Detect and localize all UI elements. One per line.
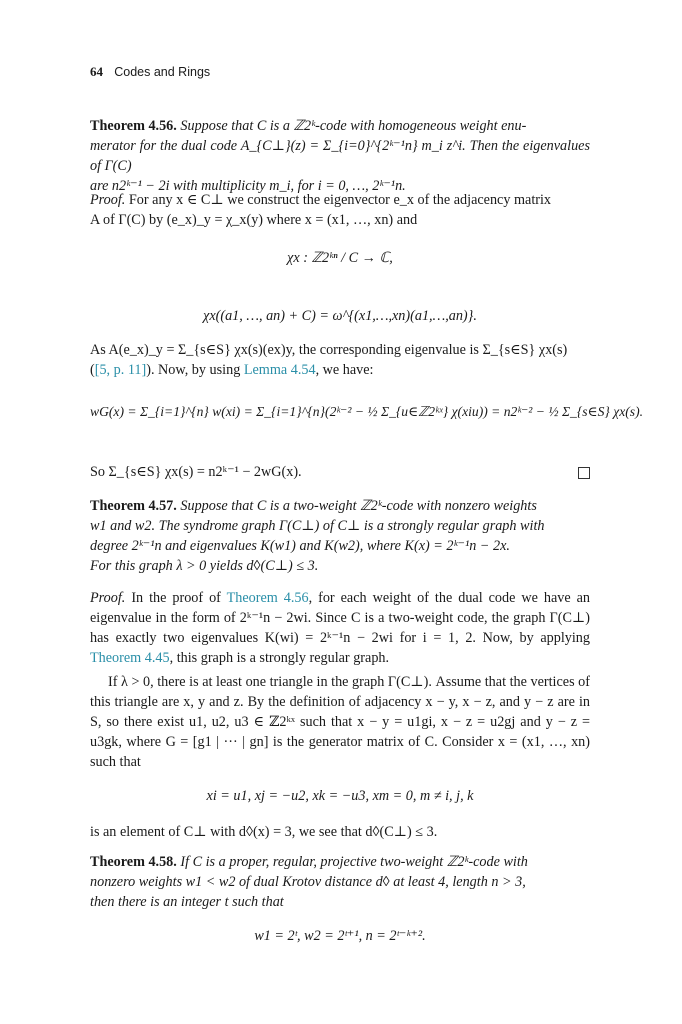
proof-4-56-intro [90,190,590,230]
theorem-4-56-label: Theorem 4.56. [90,118,177,134]
page-number: 64 [90,64,103,79]
proof-4-57-para2: If λ > 0, there is at least one triangle in the graph Γ(C⊥). Assume that the vertices of this triangle are x, y and z. By the definition of adjacency x − y, x − z, and y − z are in S, so there exist u1, u2, u3 ∈ ℤ2ᵏˣ such that x − y = u1gi, x − z = u2gj and y − z = u3gk, where G = [g1 | ··· | gn] is the generator matrix of C. Consider x = (x1, …, xn) such that [90,674,590,770]
proof-4-57-p1a: In the proof of [131,590,227,606]
equation-weights-length: w1 = 2ᵗ, w2 = 2ᵗ⁺¹, n = 2ᵗ⁻ᵏ⁺². [254,928,426,944]
equation-character-map: χx : ℤ2ᵏⁿ / C → ℂ, [287,250,393,266]
equation-character-def: χx((a1, …, an) + C) = ω^{(x1,…,xn)(a1,…,an)}. [203,308,477,324]
theorem-4-57-label: Theorem 4.57. [90,498,177,514]
proof-4-57-para1 [90,588,590,668]
theorem-4-58-label: Theorem 4.58. [90,854,177,870]
theorem-4-57-line1: Suppose that C is a two-weight ℤ2ᵏ-code with nonzero weights [180,498,537,514]
proof-4-56-line2: A of Γ(C) by (e_x)_y = χ_x(y) where x = (x1, …, xn) and [90,212,418,228]
theorem-4-56-line1: Suppose that C is a ℤ2ᵏ-code with homogeneous weight enu- [180,118,527,134]
equation-element-x: xi = u1, xj = −u2, xk = −u3, xm = 0, m ≠ i, j, k [206,788,474,804]
proof-4-56-line4-end: , we have: [315,362,374,378]
proof-4-56-label: Proof. [90,192,126,208]
theorem-4-56-line3: are n2ᵏ⁻¹ − 2i with multiplicity m_i, for i = 0, …, 2ᵏ⁻¹n. [90,178,406,194]
theorem-4-58-line3: then there is an integer t such that [90,894,284,910]
citation-link[interactable]: [5, p. 11] [94,362,147,378]
equation-homogeneous-weight: wG(x) = Σ_{i=1}^{n} w(xi) = Σ_{i=1}^{n}(2ᵏ⁻² − ½ Σ_{u∈ℤ2ᵏˣ} χ(xiu)) = n2ᵏ⁻² − ½ Σ_{s∈S} χx(s). [90,404,644,419]
proof-4-56-line3: As A(e_x)_y = Σ_{s∈S} χx(s)(ex)y, the corresponding eigenvalue is Σ_{s∈S} χx(s) [90,342,568,358]
theorem-4-45-link[interactable]: Theorem 4.45 [90,650,170,666]
proof-4-57-para3: is an element of C⊥ with d◊(x) = 3, we see that d◊(C⊥) ≤ 3. [90,824,438,840]
proof-4-56-conclusion [90,462,590,482]
theorem-4-57 [90,496,590,576]
theorem-4-58-line1: If C is a proper, regular, projective two-weight ℤ2ᵏ-code with [180,854,528,870]
theorem-4-56-line2: merator for the dual code A_{C⊥}(z) = Σ_{i=0}^{2ᵏ⁻¹n} m_i z^i. Then the eigenvalues of Γ(C) [90,138,590,174]
theorem-4-58 [90,852,590,912]
proof-4-56-conclusion-text: So Σ_{s∈S} χx(s) = n2ᵏ⁻¹ − 2wG(x). [90,464,302,480]
theorem-4-57-line2: w1 and w2. The syndrome graph Γ(C⊥) of C⊥ is a strongly regular graph with [90,518,545,534]
lemma-4-54-link[interactable]: Lemma 4.54 [243,362,316,378]
proof-4-57-p1b: , for each weight of the dual code we have an eigenvalue in the form of 2ᵏ⁻¹n − 2wi. Since C is a two-weight code, the graph Γ(C⊥) has exactly two eigenvalues K(wi) = 2ᵏ⁻¹n − 2wi for i = 1, 2. Now, by applying [90,590,590,646]
proof-4-56-line1: For any x ∈ C⊥ we construct the eigenvector e_x of the adjacency matrix [128,192,552,208]
running-title: Codes and Rings [114,65,211,79]
theorem-4-57-line3: degree 2ᵏ⁻¹n and eigenvalues K(w1) and K(w2), where K(x) = 2ᵏ⁻¹n − 2x. [90,538,510,554]
proof-4-56-eigen: As A(e_x)_y = Σ_{s∈S} χx(s)(ex)y, the corresponding eigenvalue is Σ_{s∈S} χx(s) ([5, p. 11]). Now, by using Lemma 4.54, we have: [90,342,568,378]
theorem-4-58-line2: nonzero weights w1 < w2 of dual Krotov distance d◊ at least 4, length n > 3, [90,874,526,890]
running-header [90,64,210,80]
qed-square-icon [578,467,590,479]
proof-4-57-label: Proof. [90,590,126,606]
theorem-4-56-link[interactable]: Theorem 4.56 [226,590,309,606]
theorem-4-57-line4: For this graph λ > 0 yields d◊(C⊥) ≤ 3. [90,558,319,574]
proof-4-56-line4-mid: ). Now, by using [146,362,244,378]
theorem-4-56 [90,116,590,196]
proof-4-57-p1c: , this graph is a strongly regular graph. [169,650,390,666]
